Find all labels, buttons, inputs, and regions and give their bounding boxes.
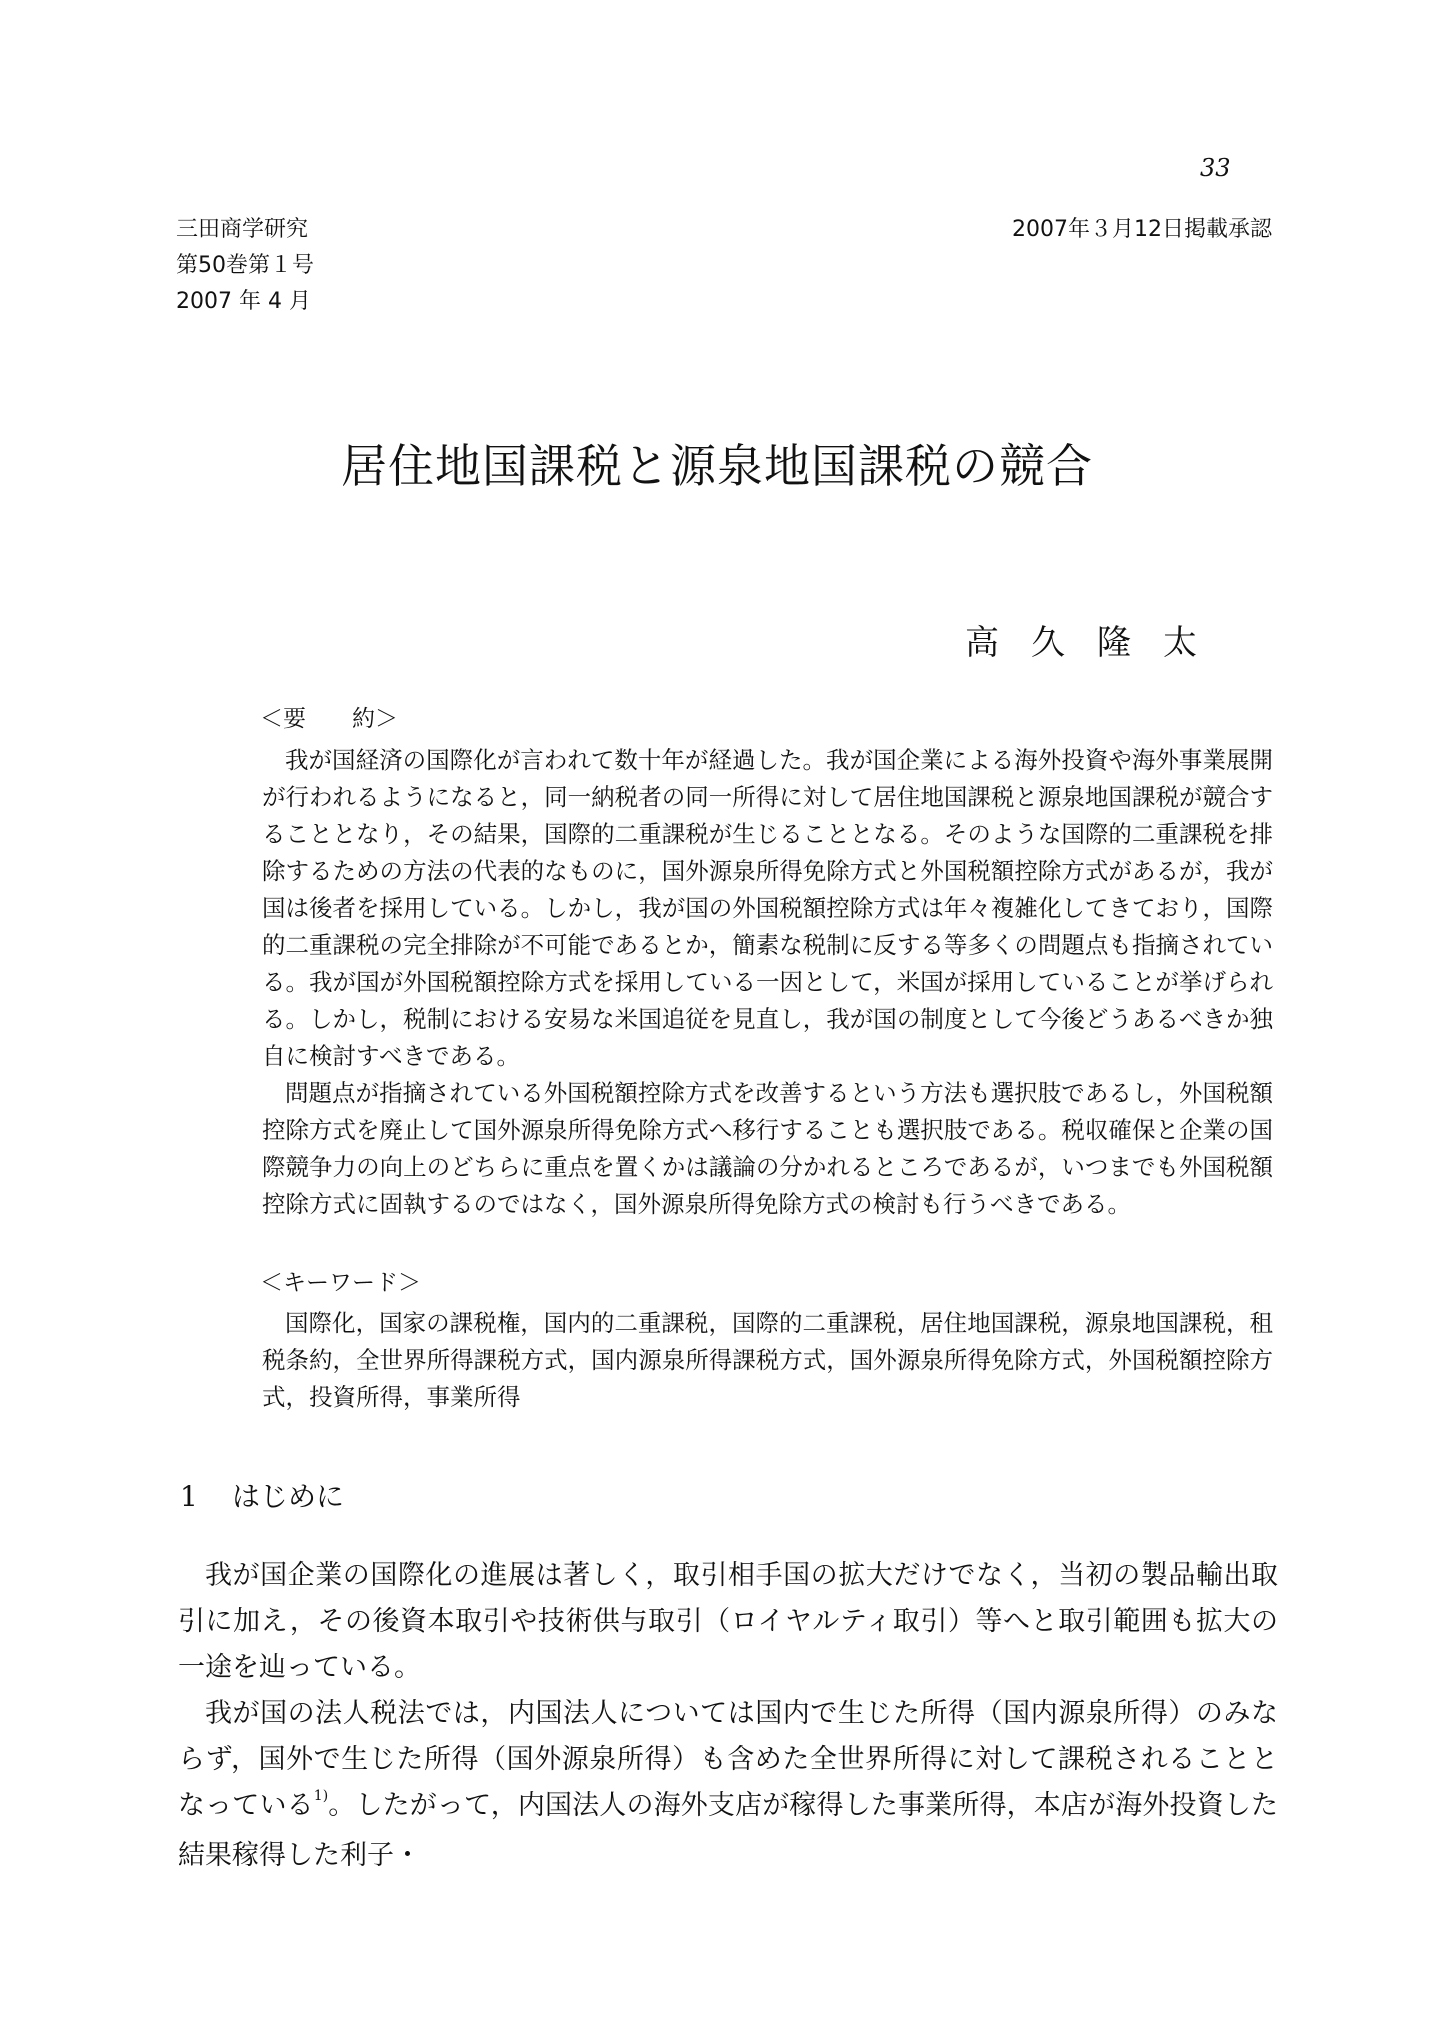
footnote-ref: 1): [313, 1788, 329, 1804]
journal-volume: 第50巻第１号: [176, 253, 314, 278]
approval-date: 2007年３月12日掲載承認: [1012, 217, 1272, 242]
section-number: 1: [180, 1480, 198, 1513]
section-body: [178, 1553, 1278, 1879]
abstract-body: [262, 742, 1273, 1223]
author-name: 高久隆太: [965, 623, 1229, 663]
page-number: 33: [1200, 154, 1231, 182]
journal-issue-date: 2007 年 4 月: [176, 289, 311, 314]
abstract-heading: ＜要 約＞: [260, 706, 398, 732]
section-heading: [180, 1475, 344, 1515]
body-text-before-note: 我が国の法人税法では，内国法人については国内で生じた所得（国内源泉所得）のみならず，国外で生じた所得（国外源泉所得）も含めた全世界所得に対して課税されることとなっている: [178, 1698, 1278, 1821]
keywords-text: 国際化，国家の課税権，国内的二重課税，国際的二重課税，居住地国課税，源泉地国課税，租税条約，全世界所得課税方式，国内源泉所得課税方式，国外源泉所得免除方式，外国税額控除方式，投資所得，事業所得: [262, 1309, 1273, 1411]
body-text-after-note: 。したがって，内国法人の海外支店が稼得した事業所得，本店が海外投資した結果稼得した利子・: [178, 1790, 1279, 1871]
journal-info: [176, 212, 314, 320]
body-paragraph: 我が国企業の国際化の進展は著しく，取引相手国の拡大だけでなく，当初の製品輸出取引に加え，その後資本取引や技術供与取引（ロイヤルティ取引）等へと取引範囲も拡大の一途を辿っている。: [178, 1560, 1278, 1683]
body-paragraph: [178, 1691, 1278, 1879]
keywords-heading: ＜キーワード＞: [260, 1270, 421, 1296]
section-title: はじめに: [232, 1480, 345, 1513]
abstract-paragraph: 我が国経済の国際化が言われて数十年が経過した。我が国企業による海外投資や海外事業展開が行われるようになると，同一納税者の同一所得に対して居住地国課税と源泉地国課税が競合することとなり，その結果，国際的二重課税が生じることとなる。そのような国際的二重課税を排除するための方法の代表的なものに，国外源泉所得免除方式と外国税額控除方式があるが，我が国は後者を採用している。しかし，我が国の外国税額控除方式は年々複雑化してきており，国際的二重課税の完全排除が不可能であるとか，簡素な税制に反する等多くの問題点も指摘されている。我が国が外国税額控除方式を採用している一因として，米国が採用していることが挙げられる。しかし，税制における安易な米国追従を見直し，我が国の制度として今後どうあるべきか独自に検討すべきである。: [262, 746, 1273, 1070]
journal-name: 三田商学研究: [176, 217, 309, 242]
paper-title: 居住地国課税と源泉地国課税の競合: [341, 439, 1093, 493]
abstract-paragraph: 問題点が指摘されている外国税額控除方式を改善するという方法も選択肢であるし，外国税額控除方式を廃止して国外源泉所得免除方式へ移行することも選択肢である。税収確保と企業の国際競争力の向上のどちらに重点を置くかは議論の分かれるところであるが，いつまでも外国税額控除方式に固執するのではなく，国外源泉所得免除方式の検討も行うべきである。: [262, 1079, 1273, 1218]
